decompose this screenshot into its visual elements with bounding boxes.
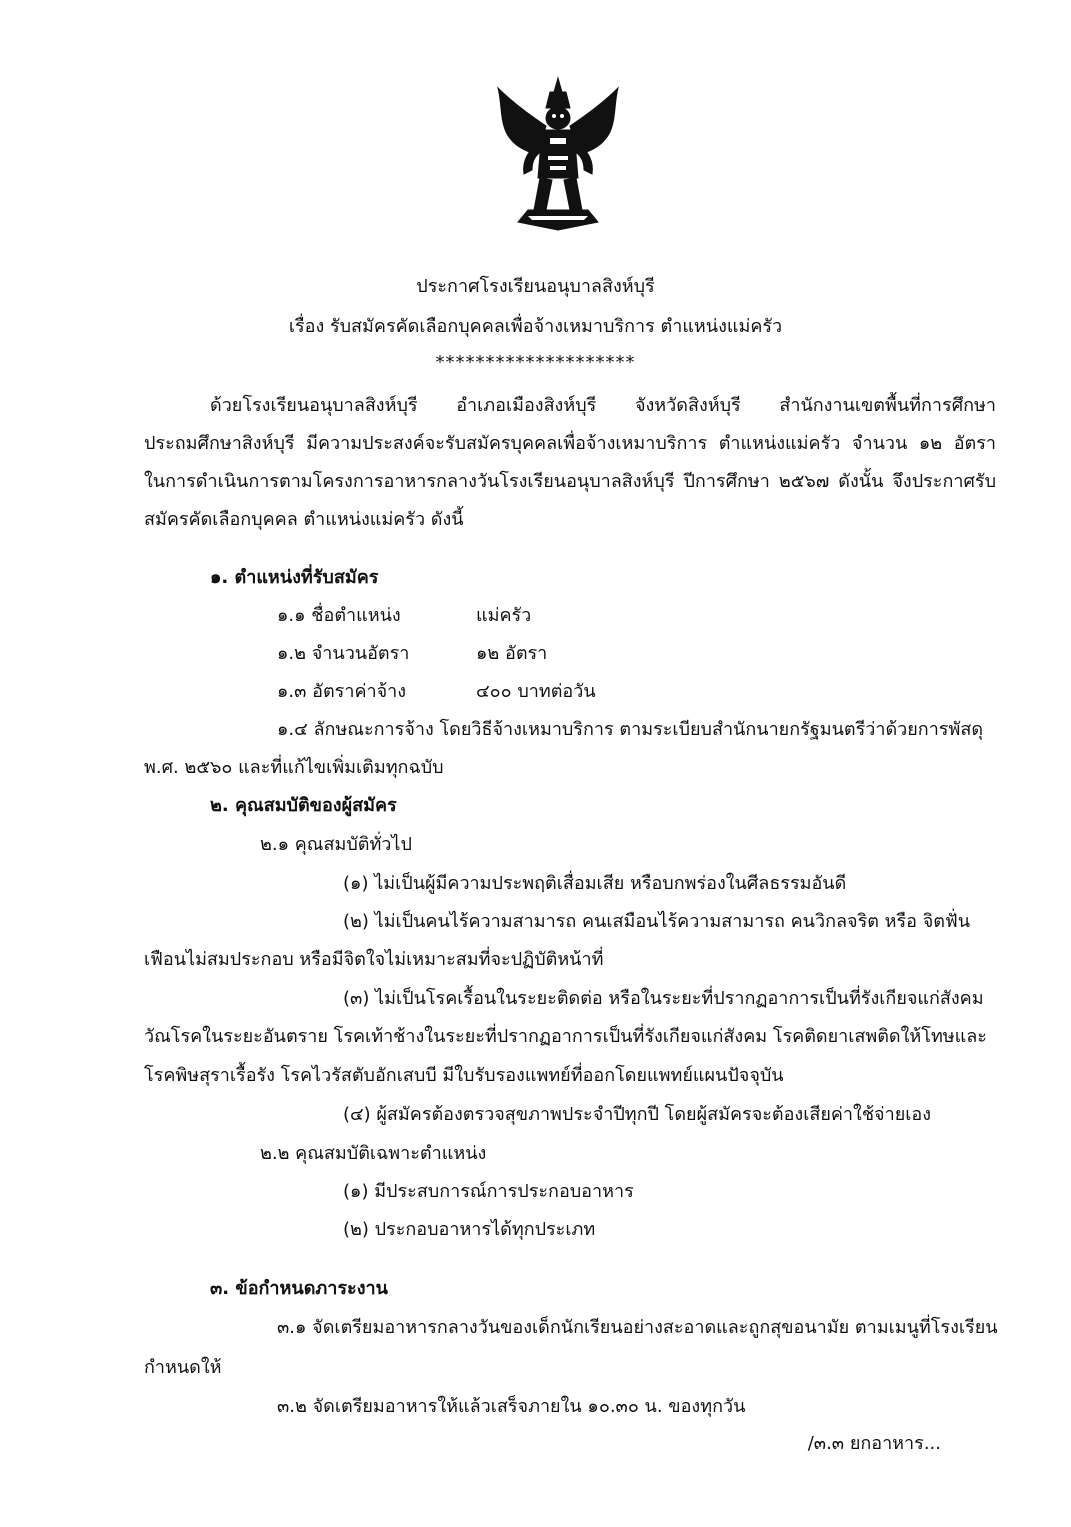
intro-line-1: ด้วยโรงเรียนอนุบาลสิงห์บุรี อำเภอเมืองสิงห์บุรี จังหวัดสิงห์บุรี สำนักงานเขตพื้นที่การศึกษา bbox=[210, 395, 996, 416]
section-1-heading: ๑. ตำแหน่งที่รับสมัคร bbox=[210, 567, 379, 588]
separator: ******************** bbox=[435, 352, 636, 373]
qualification-1: (๑) ไม่เป็นผู้มีความประพฤติเสื่อมเสีย หรือบกพร่องในศีลธรรมอันดี bbox=[343, 873, 847, 894]
item-1-3-label: ๑.๓ อัตราค่าจ้าง bbox=[277, 681, 407, 702]
qualification-2-line-1: (๒) ไม่เป็นคนไร้ความสามารถ คนเสมือนไร้ความสามารถ คนวิกลจริต หรือ จิตฟั่น bbox=[343, 911, 970, 932]
item-1-4-line-1: ๑.๔ ลักษณะการจ้าง โดยวิธีจ้างเหมาบริการ ตามระเบียบสำนักนายกรัฐมนตรีว่าด้วยการพัสดุ bbox=[277, 719, 984, 740]
qualification-4: (๔) ผู้สมัครต้องตรวจสุขภาพประจำปีทุกปี โดยผู้สมัครจะต้องเสียค่าใช้จ่ายเอง bbox=[343, 1104, 931, 1125]
qualification-3-line-3: โรคพิษสุราเรื้อรัง โรคไวรัสตับอักเสบบี มีใบรับรองแพทย์ที่ออกโดยแพทย์แผนปัจจุบัน bbox=[144, 1065, 784, 1086]
specific-qualification-2: (๒) ประกอบอาหารได้ทุกประเภท bbox=[343, 1219, 596, 1240]
intro-line-2: ประถมศึกษาสิงห์บุรี มีความประสงค์จะรับสมัครบุคคลเพื่อจ้างเหมาบริการ ตำแหน่งแม่ครัว จำนวน ๑๒ อัตรา bbox=[144, 433, 996, 454]
section-3-heading: ๓. ข้อกำหนดภาระงาน bbox=[210, 1278, 388, 1299]
qualification-3-line-1: (๓) ไม่เป็นโรคเรื้อนในระยะติดต่อ หรือในระยะที่ปรากฏอาการเป็นที่รังเกียจแก่สังคม bbox=[343, 988, 984, 1009]
item-1-3-value: ๔๐๐ บาทต่อวัน bbox=[476, 681, 596, 702]
garuda-emblem-icon bbox=[488, 74, 628, 232]
duty-3-1-line-1: ๓.๑ จัดเตรียมอาหารกลางวันของเด็กนักเรียนอย่างสะอาดและถูกสุขอนามัย ตามเมนูที่โรงเรียน bbox=[277, 1317, 998, 1338]
section-2-2-heading: ๒.๒ คุณสมบัติเฉพาะตำแหน่ง bbox=[260, 1143, 487, 1164]
announcement-subject: เรื่อง รับสมัครคัดเลือกบุคคลเพื่อจ้างเหมาบริการ ตำแหน่งแม่ครัว bbox=[288, 316, 783, 337]
qualification-3-line-2: วัณโรคในระยะอันตราย โรคเท้าช้างในระยะที่ปรากฏอาการเป็นที่รังเกียจแก่สังคม โรคติดยาเสพติดให้โทษและ bbox=[144, 1026, 987, 1047]
item-1-1-label: ๑.๑ ชื่อตำแหน่ง bbox=[277, 605, 401, 626]
item-1-2-value: ๑๒ อัตรา bbox=[476, 643, 548, 664]
section-2-heading: ๒. คุณสมบัติของผู้สมัคร bbox=[210, 795, 397, 816]
item-1-1-value: แม่ครัว bbox=[476, 605, 532, 626]
item-1-4-line-2: พ.ศ. ๒๕๖๐ และที่แก้ไขเพิ่มเติมทุกฉบับ bbox=[144, 757, 444, 778]
specific-qualification-1: (๑) มีประสบการณ์การประกอบอาหาร bbox=[343, 1181, 634, 1202]
continuation-note: /๓.๓ ยกอาหาร... bbox=[807, 1433, 941, 1454]
intro-line-3: ในการดำเนินการตามโครงการอาหารกลางวันโรงเรียนอนุบาลสิงห์บุรี ปีการศึกษา ๒๕๖๗ ดังนั้น จึงประกาศรับ bbox=[144, 471, 996, 492]
duty-3-2: ๓.๒ จัดเตรียมอาหารให้แล้วเสร็จภายใน ๑๐.๓๐ น. ของทุกวัน bbox=[277, 1396, 746, 1417]
intro-line-4: สมัครคัดเลือกบุคคล ตำแหน่งแม่ครัว ดังนี้ bbox=[144, 509, 464, 530]
duty-3-1-line-2: กำหนดให้ bbox=[144, 1357, 222, 1378]
qualification-2-line-2: เฟือนไม่สมประกอบ หรือมีจิตใจไม่เหมาะสมที่จะปฏิบัติหน้าที่ bbox=[144, 949, 604, 970]
item-1-2-label: ๑.๒ จำนวนอัตรา bbox=[277, 643, 410, 664]
section-2-1-heading: ๒.๑ คุณสมบัติทั่วไป bbox=[260, 834, 412, 855]
announcement-title: ประกาศโรงเรียนอนุบาลสิงห์บุรี bbox=[416, 276, 655, 297]
